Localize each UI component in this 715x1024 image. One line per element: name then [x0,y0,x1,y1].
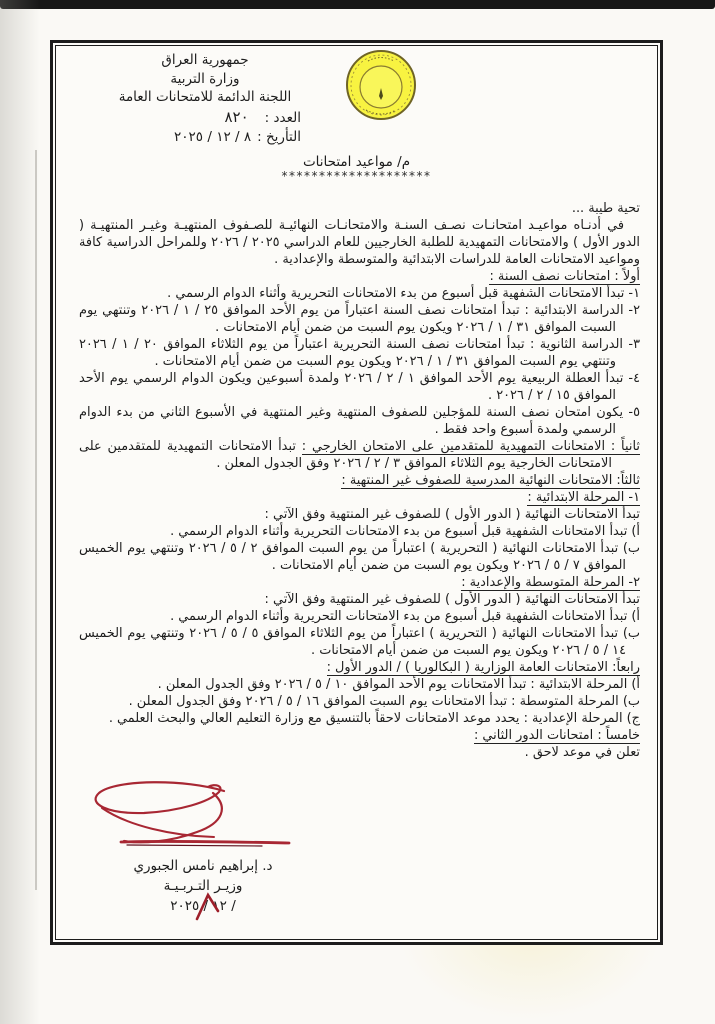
intro-paragraph: في أدنـاه مواعيـد امتحانـات نصـف السنـة والامتحانـات النهائيـة للصـفوف المنتهيـة وغيـر المنتهيـة ( الدور الأول ) والامتحانات التمهيدية للطلبة الخارجيين للعام الدراسي ٢٠٢٥ / ٢٠٢٦ وللمراحل الدراسية كافة ومواعيد الامتحانات العامة للدراسات الابتدائية والمتوسطة والإعدادية . [79,218,640,267]
subject-block [57,154,656,183]
section5-text: تعلن في موعد لاحق . [524,745,640,760]
list-item: ب) تبدأ الامتحانات النهائية ( التحريرية ) اعتباراً من يوم السبت الموافق ٢ / ٥ / ٢٠٢٦ وتنتهي يوم الخميس الموافق ٧ / ٥ / ٢٠٢٦ ويكون يوم السبت من ضمن أيام الامتحانات . [79,541,640,573]
section2-paragraph: ثانياً : الامتحانات التمهيدية للمتقدمين على الامتحان الخارجي : تبدأ الامتحانات التمهيدية للمتقدمين على الامتحانات الخارجية يوم الثلاثاء الموافق ٣ / ٢ / ٢٠٢٦ وفق الجدول المعلن . [79,439,640,471]
greeting: تحية طيبة ... [571,201,640,216]
paper-edge-shadow [0,0,40,1024]
section3-heading: ثالثاً: الامتحانات النهائية المدرسية للصفوف غير المنتهية : [341,473,640,488]
letter-body [79,200,640,761]
section1-heading: أولاً : امتحانات نصف السنة : [489,269,640,284]
letter-number [101,108,309,128]
subject-separator: ******************** [281,169,432,183]
signature-block [97,856,309,916]
list-item: أ) تبدأ الامتحانات الشفهية قبل أسبوع من بدء الامتحانات التحريرية وأثناء الدوام الرسمي . [170,609,640,624]
letter-date-value: ٨ / ١٢ / ٢٠٢٥ [174,129,252,145]
list-item: ٢- الدراسة الابتدائية : تبدأ امتحانات نصف السنة اعتباراً من يوم الأحد الموافق ٢٥ / ١ / ٢٠٢٦ وتنتهي يوم السبت الموافق ٣١ / ١ / ٢٠٢٦ ويكون يوم السبت من ضمن أيام الامتحانات . [79,303,640,335]
document-frame [50,40,663,945]
section4-heading: رابعاً: الامتحانات العامة الوزارية ( البكالوريا ) / الدور الأول : [326,660,640,675]
list-item: ب) تبدأ الامتحانات النهائية ( التحريرية ) اعتباراً من يوم الثلاثاء الموافق ٥ / ٥ / ٢٠٢٦ وتنتهي يوم الخميس ١٤ / ٥ / ٢٠٢٦ ويكون يوم السبت من ضمن أيام الامتحانات . [79,626,640,658]
signatory-title: وزيـر التـربـيـة [163,878,243,894]
list-item: ب) المرحلة المتوسطة : تبدأ الامتحانات يوم السبت الموافق ١٦ / ٥ / ٢٠٢٦ وفق الجدول المعلن . [128,694,640,709]
letter-number-label: العدد : [264,109,301,126]
list-item: ١- تبدأ الامتحانات الشفهية قبل أسبوع من بدء الامتحانات التحريرية وأثناء الدوام الرسمي . [167,286,640,301]
section3-sub2-intro: تبدأ الامتحانات النهائية ( الدور الأول ) للصفوف غير المنتهية وفق الآتي : [264,592,640,607]
list-item: أ) تبدأ الامتحانات الشفهية قبل أسبوع من بدء الامتحانات التحريرية وأثناء الدوام الرسمي . [170,524,640,539]
ministry-seal-icon [344,48,418,122]
section3-sub1-heading: ١- المرحلة الابتدائية : [527,490,640,505]
section5-heading: خامساً : امتحانات الدور الثاني : [473,728,640,743]
section3-sub1-intro: تبدأ الامتحانات النهائية ( الدور الأول ) للصفوف غير المنتهية وفق الآتي : [264,507,640,522]
letterhead-country: جمهورية العراق [161,52,249,68]
list-item: ٣- الدراسة الثانوية : تبدأ امتحانات نصف السنة التحريرية اعتباراً من يوم الثلاثاء الموافق ٢٠ / ١ / ٢٠٢٦ وتنتهي يوم السبت الموافق ٣١ / ١ / ٢٠٢٦ ويكون يوم السبت من ضمن أيام الامتحانات . [79,337,640,369]
list-item: ٥- يكون امتحان نصف السنة للمؤجلين للصفوف المنتهية وغير المنتهية في الأسبوع الثاني من بدء الدوام الرسمي ولمدة أسبوع واحد فقط . [79,405,640,437]
letter-date [101,128,309,147]
list-item: أ) المرحلة الابتدائية : تبدأ الامتحانات يوم الأحد الموافق ١٠ / ٥ / ٢٠٢٦ وفق الجدول المعلن . [157,677,640,692]
section3-sub2-heading: ٢- المرحلة المتوسطة والإعدادية : [461,575,640,590]
letter-date-label: التأريخ : [257,129,301,145]
signatory-name: د. إبراهيم نامس الجبوري [133,858,273,874]
list-item: ٤- تبدأ العطلة الربيعية يوم الأحد الموافق ١ / ٢ / ٢٠٢٦ ولمدة أسبوعين ويكون الدوام الرسمي يوم الأحد الموافق ١٥ / ٢ / ٢٠٢٦ . [79,371,641,403]
signature-date: / ١٢ / ٢٠٢٥ [170,898,236,914]
subject-title: م/ مواعيد امتحانات [302,154,411,170]
list-item: ج) المرحلة الإعدادية : يحدد موعد الامتحانات لاحقاً بالتنسيق مع وزارة التعليم العالي والبحث العلمي . [108,711,640,726]
letter-content [57,47,656,938]
letterhead-committee: اللجنة الدائمة للامتحانات العامة [118,89,292,105]
letterhead [101,51,309,147]
letterhead-ministry: وزارة التربية [170,70,240,87]
letter-number-value: ٨٢٠ [224,107,249,126]
paper-crease [35,150,37,890]
scan-edge-artifact [0,0,715,9]
